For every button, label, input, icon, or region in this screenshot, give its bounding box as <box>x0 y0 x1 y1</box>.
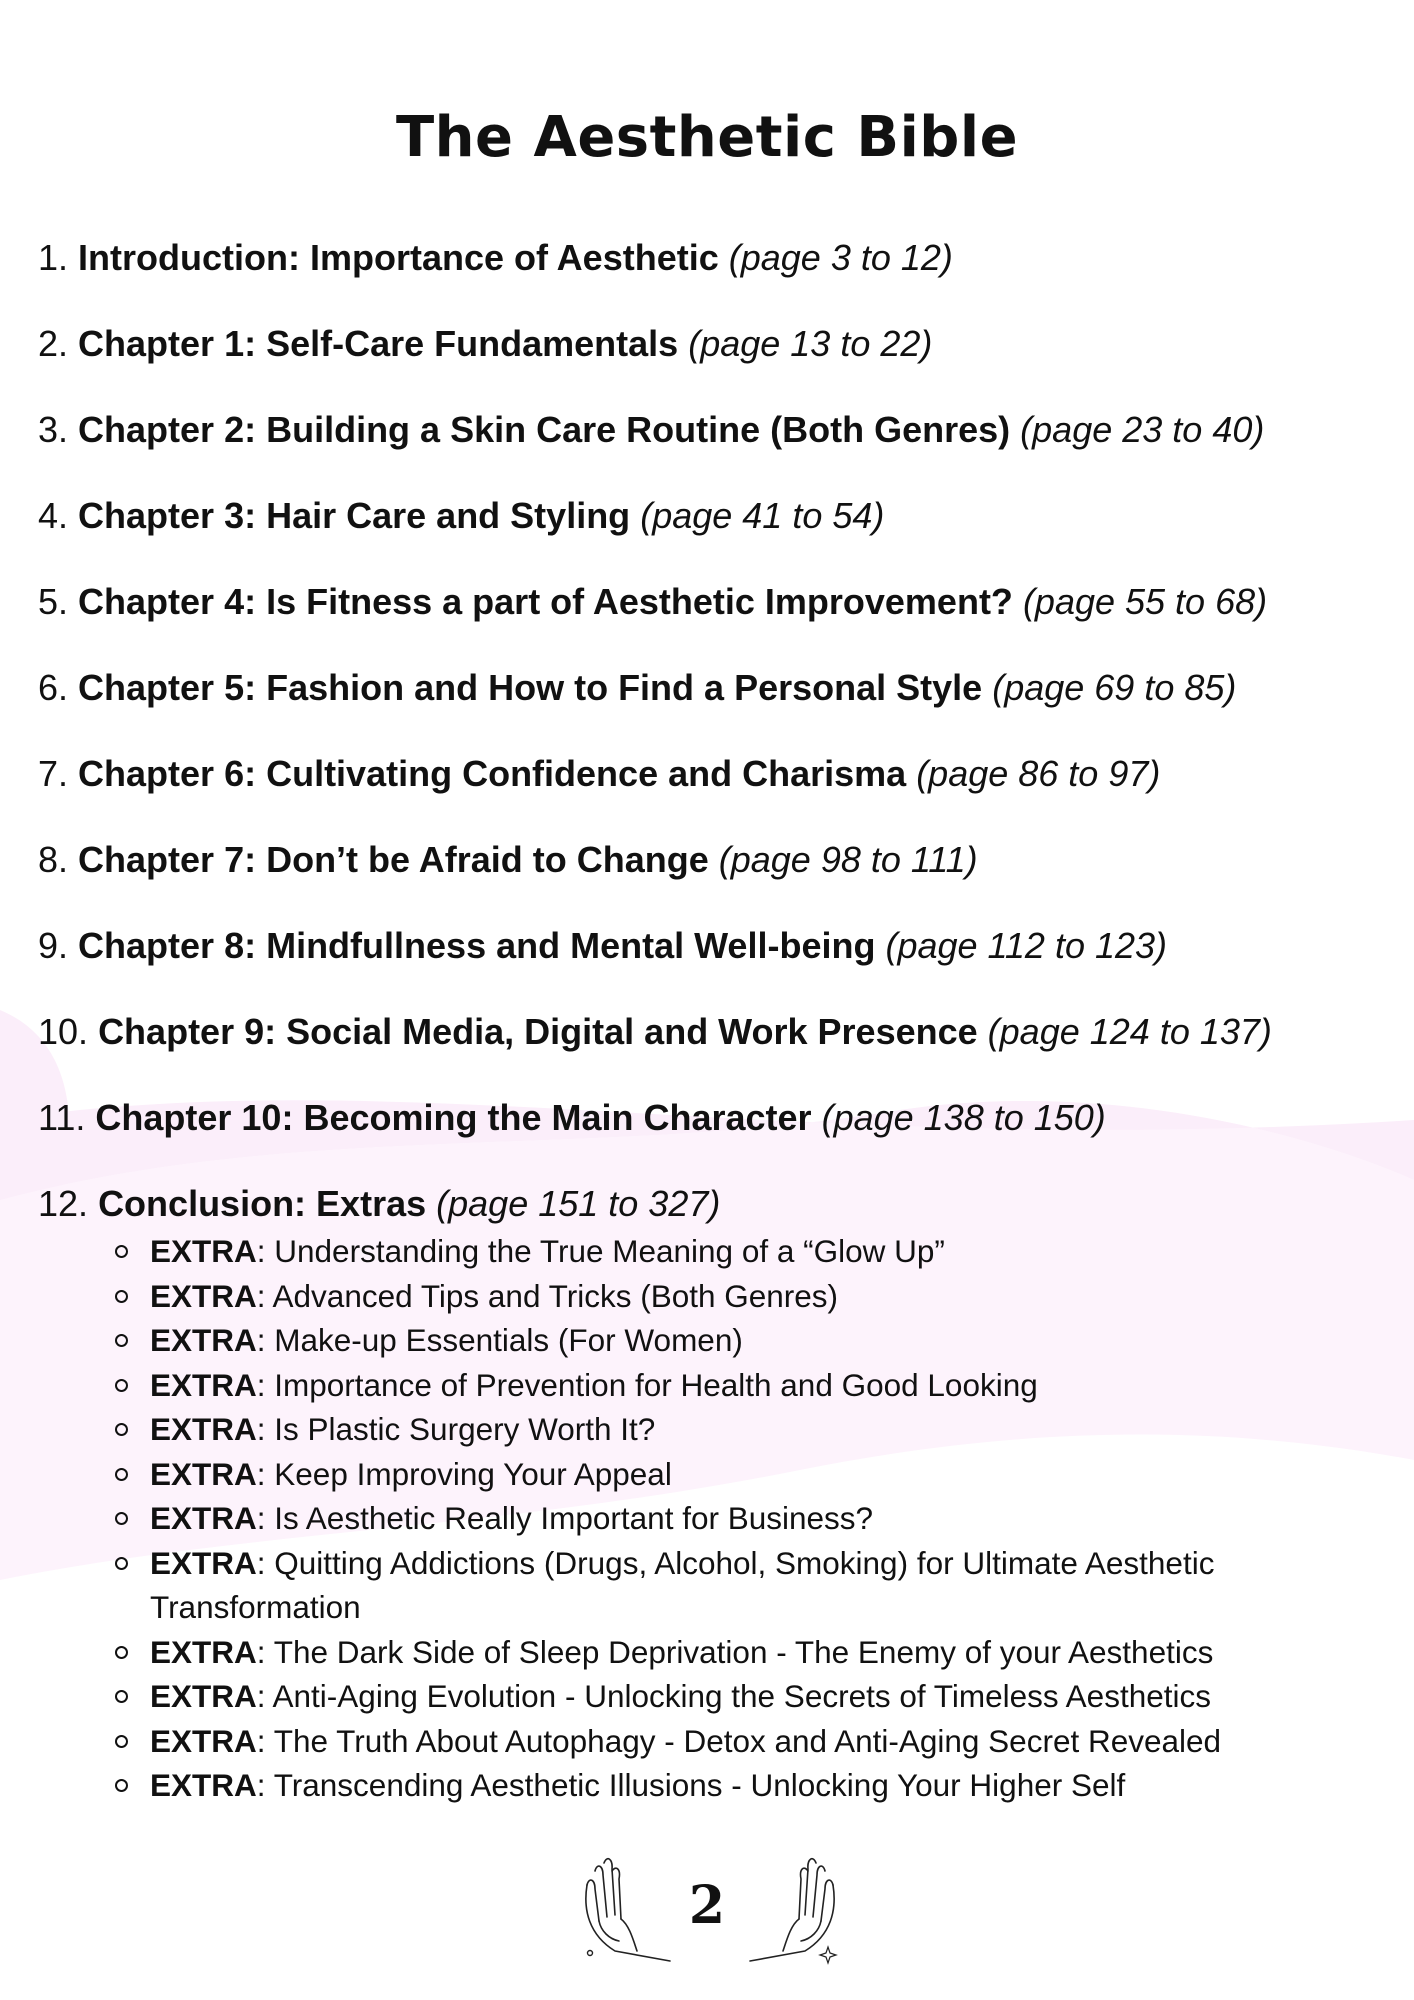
hollow-circle-bullet-icon <box>115 1245 128 1258</box>
hollow-circle-bullet-icon <box>115 1379 128 1392</box>
toc-entry <box>38 751 1378 837</box>
toc-entry-title: Chapter 4: Is Fitness a part of Aesthetic Improvement? <box>78 581 1013 622</box>
toc-entry-pages: (page 112 to 123) <box>885 925 1168 966</box>
table-of-contents <box>38 235 1378 1808</box>
toc-entry <box>38 493 1378 579</box>
toc-entry-number: 9. <box>38 925 69 966</box>
hollow-circle-bullet-icon <box>115 1334 128 1347</box>
toc-entry-pages: (page 41 to 54) <box>640 495 885 536</box>
toc-entry-title: Chapter 1: Self-Care Fundamentals <box>78 323 679 364</box>
extras-list <box>38 1229 1378 1808</box>
toc-entry-pages: (page 86 to 97) <box>916 753 1161 794</box>
page-footer <box>0 1855 1414 1975</box>
toc-entry-pages: (page 151 to 327) <box>436 1183 721 1224</box>
extra-tag: EXTRA <box>150 1233 257 1269</box>
toc-entry <box>38 837 1378 923</box>
toc-entry <box>38 321 1378 407</box>
extra-item-text: : Anti-Aging Evolution - Unlocking the Secrets of Timeless Aesthetics <box>256 1678 1211 1714</box>
toc-entry-pages: (page 13 to 22) <box>688 323 933 364</box>
toc-entry-number: 2. <box>38 323 69 364</box>
toc-entry-number: 3. <box>38 409 69 450</box>
toc-entry-title: Chapter 9: Social Media, Digital and Work Presence <box>98 1011 978 1052</box>
extra-item-text: : Quitting Addictions (Drugs, Alcohol, Smoking) for Ultimate Aesthetic Transformation <box>150 1544 1215 1625</box>
page-number: 2 <box>688 1875 726 1936</box>
toc-entry <box>38 1009 1378 1095</box>
extra-item-text: : Advanced Tips and Tricks (Both Genres) <box>256 1277 839 1314</box>
toc-entry-number: 8. <box>38 839 69 880</box>
toc-entry <box>38 665 1378 751</box>
extra-tag: EXTRA <box>150 1544 257 1581</box>
toc-entry <box>38 1181 1378 1808</box>
toc-entry <box>38 579 1378 665</box>
hollow-circle-bullet-icon <box>115 1557 128 1570</box>
extra-item-text: : Make-up Essentials (For Women) <box>256 1322 743 1358</box>
toc-entry-number: 10. <box>38 1011 89 1052</box>
toc-entry <box>38 235 1378 321</box>
praying-hand-right-icon <box>745 1855 845 1965</box>
extra-item-text: : The Truth About Autophagy - Detox and Anti-Aging Secret Revealed <box>256 1722 1222 1759</box>
toc-entry-number: 5. <box>38 581 69 622</box>
extras-list-item <box>115 1452 1370 1497</box>
toc-entry-title: Chapter 7: Don’t be Afraid to Change <box>78 839 709 880</box>
toc-entry-pages: (page 3 to 12) <box>728 237 953 278</box>
hollow-circle-bullet-icon <box>115 1779 128 1792</box>
toc-entry-number: 4. <box>38 495 69 536</box>
toc-entry-title: Conclusion: Extras <box>98 1183 427 1224</box>
toc-entry-title: Chapter 3: Hair Care and Styling <box>78 495 631 536</box>
toc-entry-number: 6. <box>38 667 69 708</box>
toc-entry-number: 1. <box>38 237 69 278</box>
extra-item-text: : Is Aesthetic Really Important for Business? <box>256 1500 874 1536</box>
hollow-circle-bullet-icon <box>115 1690 128 1703</box>
extras-list-item <box>115 1363 1370 1408</box>
toc-entry-number: 7. <box>38 753 69 794</box>
extras-list-item <box>115 1229 1370 1274</box>
toc-entry <box>38 923 1378 1009</box>
extras-list-item <box>115 1719 1370 1764</box>
extra-item-text: : The Dark Side of Sleep Deprivation - The Enemy of your Aesthetics <box>256 1633 1214 1670</box>
hollow-circle-bullet-icon <box>115 1512 128 1525</box>
hollow-circle-bullet-icon <box>115 1646 128 1659</box>
toc-entry-pages: (page 98 to 111) <box>718 839 978 880</box>
hollow-circle-bullet-icon <box>115 1290 128 1303</box>
toc-entry-title: Chapter 6: Cultivating Confidence and Charisma <box>78 753 907 794</box>
extra-tag: EXTRA <box>150 1277 257 1314</box>
extras-list-item <box>115 1496 1370 1541</box>
extras-list-item <box>115 1674 1370 1719</box>
hollow-circle-bullet-icon <box>115 1423 128 1436</box>
extra-tag: EXTRA <box>150 1500 257 1536</box>
extra-tag: EXTRA <box>150 1366 257 1403</box>
toc-entry-title: Chapter 10: Becoming the Main Character <box>95 1097 812 1138</box>
extra-item-text: : Keep Improving Your Appeal <box>256 1455 672 1492</box>
hollow-circle-bullet-icon <box>115 1735 128 1748</box>
document-title: The Aesthetic Bible <box>395 105 1019 170</box>
extras-list-item <box>115 1630 1370 1675</box>
extra-tag: EXTRA <box>150 1722 257 1759</box>
extras-list-item <box>115 1274 1370 1319</box>
toc-entry-number: 12. <box>38 1183 89 1224</box>
toc-entry-pages: (page 55 to 68) <box>1022 581 1268 622</box>
extras-list-item <box>115 1541 1370 1630</box>
extras-list-item <box>115 1318 1370 1363</box>
extra-tag: EXTRA <box>150 1455 257 1492</box>
extra-tag: EXTRA <box>150 1411 257 1447</box>
extra-item-text: : Is Plastic Surgery Worth It? <box>256 1411 656 1447</box>
toc-entry-title: Chapter 2: Building a Skin Care Routine (Both Genres) <box>78 409 1011 450</box>
extras-list-item <box>115 1407 1370 1452</box>
extra-tag: EXTRA <box>150 1767 257 1803</box>
extra-item-text: : Importance of Prevention for Health and Good Looking <box>256 1366 1038 1403</box>
toc-entry-pages: (page 23 to 40) <box>1020 409 1265 450</box>
extra-tag: EXTRA <box>150 1633 257 1670</box>
toc-entry <box>38 1095 1378 1181</box>
toc-entry <box>38 407 1378 493</box>
toc-entry-pages: (page 124 to 137) <box>987 1011 1272 1052</box>
toc-entry-title: Chapter 8: Mindfullness and Mental Well-being <box>78 925 876 966</box>
toc-entry-title: Chapter 5: Fashion and How to Find a Personal Style <box>78 667 983 708</box>
extras-list-item <box>115 1763 1370 1808</box>
toc-entry-number: 11. <box>38 1097 86 1138</box>
toc-entry-title: Introduction: Importance of Aesthetic <box>78 237 719 278</box>
toc-entry-pages: (page 138 to 150) <box>821 1097 1106 1138</box>
hollow-circle-bullet-icon <box>115 1468 128 1481</box>
extra-tag: EXTRA <box>150 1678 257 1714</box>
extra-item-text: : Understanding the True Meaning of a “Glow Up” <box>256 1233 945 1269</box>
toc-entry-pages: (page 69 to 85) <box>992 667 1237 708</box>
extra-tag: EXTRA <box>150 1322 257 1358</box>
extra-item-text: : Transcending Aesthetic Illusions - Unlocking Your Higher Self <box>256 1767 1126 1803</box>
